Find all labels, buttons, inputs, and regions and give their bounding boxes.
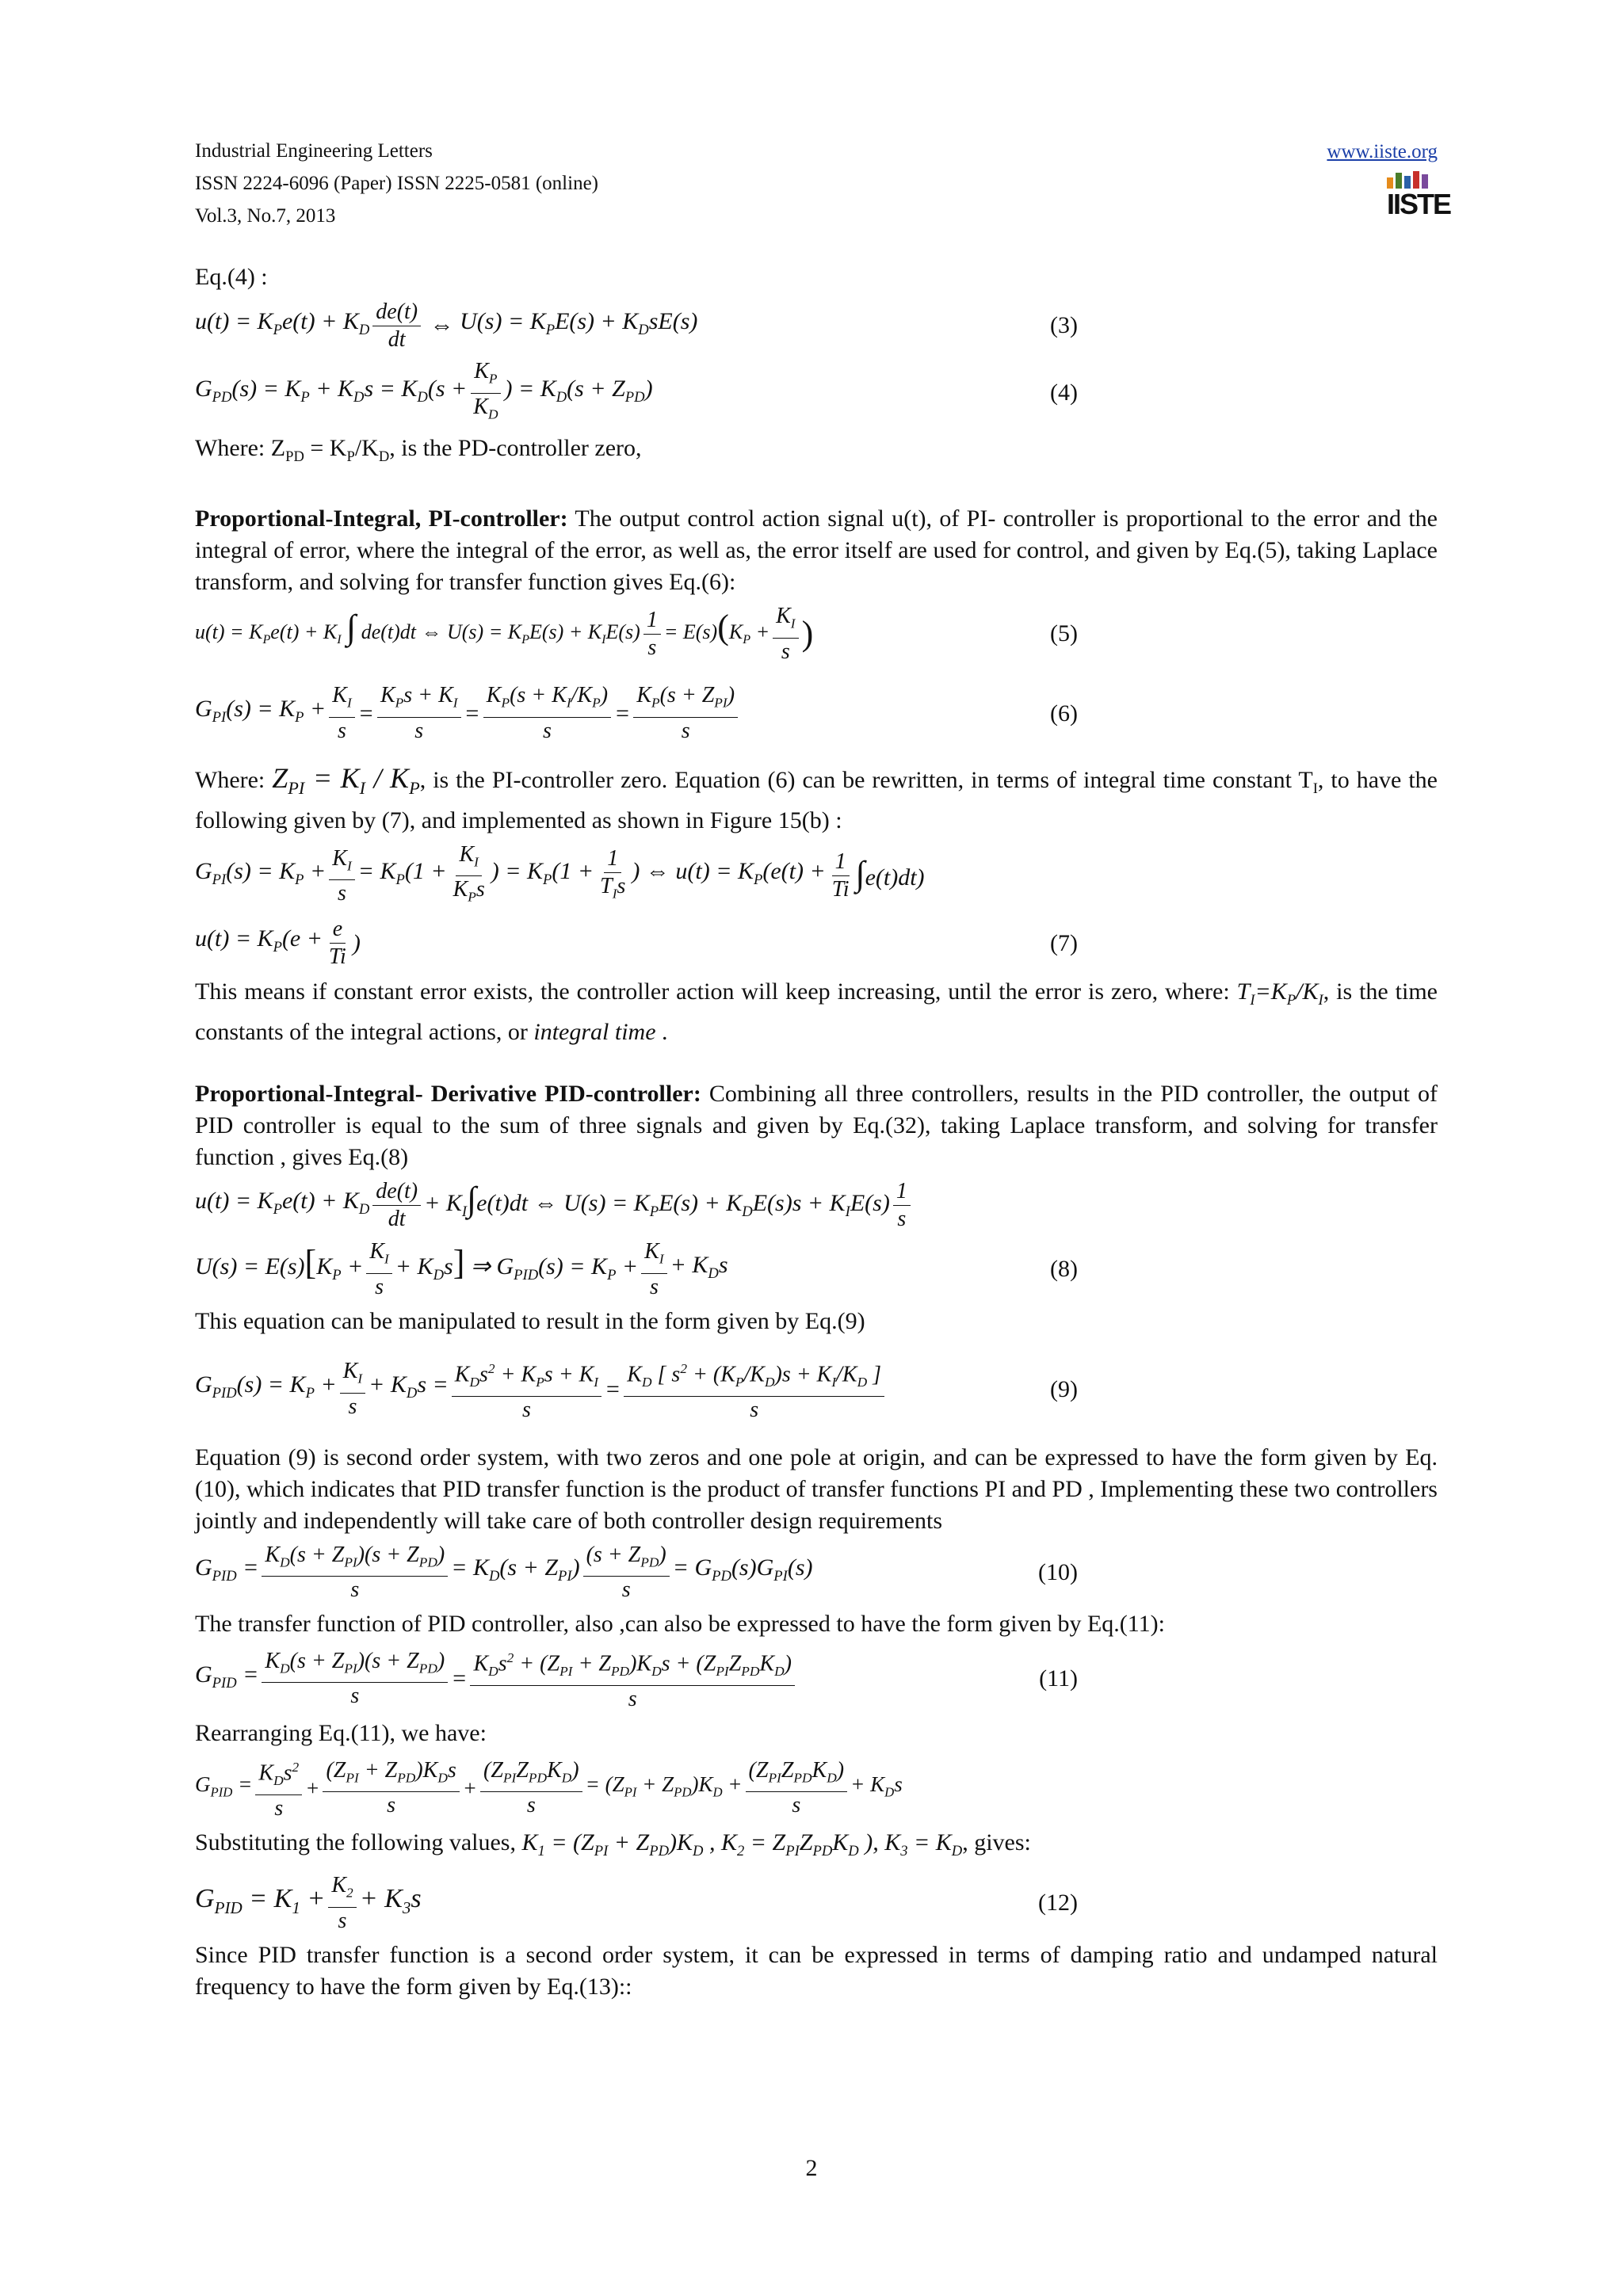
pi-section: Proportional-Integral, PI-controller: The output control action signal u(t), of PI- controller is proportional to the error and the integral of error, where the integral of the error, as well as, the error itself are used for control, and given by Eq.(5), taking Laplace transform, and solving for transfer function gives Eq.(6): — [195, 505, 1438, 596]
equation-7: $u(t) = K_P(e$ + $\frac{e}{Ti}$ ) (7) — [195, 917, 1078, 970]
eq-number-6: (6) — [1050, 700, 1078, 727]
equation-7a: $G_{PI}(s) = K_P$ + $\frac{K_I}{s}$ = $K_P(1$ + $\frac{K_I}{K_Ps}$ ) = $K_P(1$ + $\frac{1}{T_Is}$ ) ⇔ $u(t) = K_P(e(t)$ + $\frac{1}{Ti}$ ∫e(t)dt) — [195, 841, 925, 906]
issn-line: ISSN 2224-6096 (Paper) ISSN 2225-0581 (online) — [195, 173, 598, 194]
logo-bars — [1387, 171, 1438, 189]
eq-number-12: (12) — [1038, 1890, 1078, 1917]
equation-9: $G_{PID}(s) = K_P$ + $\frac{K_I}{s}$ + $K_Ds$ = $\frac{K_Ds^2 + K_Ps + K_I}{s}$ = $\frac{K_D [ s^2 + (K_P/K_D)s + K_I/K_D ]}{s}$ (9) — [195, 1342, 1438, 1437]
eq-number-5: (5) — [1050, 620, 1078, 647]
eq-number-3: (3) — [1050, 312, 1078, 338]
equation-6: $G_{PI}(s) = K_P$ + $\frac{K_I}{s}$ = $\frac{K_Ps + K_I}{s}$ = $\frac{K_P(s + K_I/K_P)}{s}$ = $\frac{K_P(s + Z_{PI})}{s}$ (6) — [195, 683, 1078, 744]
pi-zero-text: Where: $Z_{PI} = K_I / K_P$, is the PI-controller zero. Equation (6) can be rewritten, in terms of integral time constant $T_I$, to have the following given by (7), and implemented as shown in Figure 15(b) : — [195, 761, 1438, 833]
eq11-intro: The transfer function of PID controller, also ,can also be expressed to have the form given by Eq.(11): — [195, 1611, 1165, 1638]
equation-10: $G_{PID}$ = $\frac{K_D(s + Z_{PI})(s + Z_{PD})}{s}$ = $K_D(s + Z_{PI})$ $\frac{(s + Z_{PD})}{s}$ = $G_{PD}(s)G_{PI}(s)$ (10) — [195, 1542, 1078, 1603]
manipulated-text: This equation can be manipulated to result in the form given by Eq.(9) — [195, 1307, 865, 1334]
page-body — [195, 261, 1438, 2003]
since-text: Since PID transfer function is a second order system, it can be expressed in terms of damping ratio and undamped natural frequency to have the form given by Eq.(13):: — [195, 1941, 1438, 2000]
equation-8a: $u(t) = K_Pe(t) + K_D$ $\frac{de(t)}{dt}$ + $K_I\int e(t)dt$ ⇔ $U(s) = K_PE(s) + K_DE(s)s + K_IE(s)$ $\frac{1}{s}$ — [195, 1178, 1438, 1234]
logo-text: IISTE — [1387, 188, 1451, 220]
eq-number-11: (11) — [1039, 1665, 1078, 1692]
eq-number-7: (7) — [1050, 929, 1078, 956]
equation-12: $G_{PID} = K_1$ + $\frac{K_2}{s}$ + $K_3s$ (12) — [195, 1873, 1078, 1933]
rearranging-text: Rearranging Eq.(11), we have: — [195, 1720, 487, 1747]
eq4-intro: Eq.(4) : — [195, 264, 268, 290]
pid-title: Proportional-Integral- Derivative PID-controller: — [195, 1080, 701, 1107]
equation-8: $U(s) = E(s)[K_P$ + $\frac{K_I}{s}$ + $K_Ds$] ⇒ $G_{PID}(s) = K_P$ + $\frac{K_I}{s}$ + $K_Ds$ (8) — [195, 1238, 1078, 1299]
eq-number-4: (4) — [1050, 379, 1078, 406]
eq-number-8: (8) — [1050, 1256, 1078, 1283]
iiste-logo — [1387, 171, 1451, 227]
journal-name: Industrial Engineering Letters — [195, 140, 433, 162]
pi-title: Proportional-Integral, PI-controller: — [195, 505, 568, 532]
page-number: 2 — [805, 2155, 818, 2181]
equation-5: $u(t) = K_Pe(t) + K_I$ ∫ de(t)dt ⇔ $U(s) = K_PE(s) + K_IE(s)$ $\frac{1}{s}$ = $E(s)(K_P$ + $\frac{K_I}{s}$ ) (5) — [195, 604, 1078, 664]
equation-11: $G_{PID}$ = $\frac{K_D(s + Z_{PI})(s + Z_{PD})}{s}$ = $\frac{K_Ds^2 + (Z_{PI} + Z_{PD})K_Ds + (Z_{PI}Z_{PD}K_D)}{s}$ (11) — [195, 1645, 1438, 1713]
substituting-text: Substituting the following values, $K_1 = (Z_{PI} + Z_{PD})K_D$ , $K_2 = Z_{PI}Z_{PD}K_D$ ), $K_3 = K_D$, gives: — [195, 1829, 1031, 1859]
pid-section: Proportional-Integral- Derivative PID-controller: Combining all three controllers, results in the PID controller, the output of PID controller is equal to the sum of three signals and given by Eq.(32), taking Laplace transform, and solving for transfer function , gives Eq.(8) — [195, 1080, 1438, 1170]
pd-zero-text: Where: $Z_{PD} = K_P/K_D$, is the PD-controller zero, — [195, 435, 642, 466]
equation-11-rearranged: $G_{PID}$ = $\frac{K_Ds^2}{s}$ + $\frac{(Z_{PI} + Z_{PD})K_Ds}{s}$ + $\frac{(Z_{PI}Z_{PD}K_D)}{s}$ = $(Z_{PI} + Z_{PD})K_D$ + $\frac{(Z_{PI}Z_{PD}K_D)}{s}$ + $K_Ds$ — [195, 1754, 1438, 1822]
eq9-description: Equation (9) is second order system, with two zeros and one pole at origin, and can be expressed to have the form given by Eq.(10), which indicates that PID transfer function is the product of transfer functions PI and PD , Implementing these two controllers jointly and independently will take care of both controller design requirements — [195, 1444, 1438, 1534]
constant-error-text: This means if constant error exists, the controller action will keep increasing, until the error is zero, where: $T_I=K_P/K_I$, is the time constants of the integral actions, or integral time . — [195, 978, 1438, 1045]
journal-url-link[interactable]: www.iiste.org — [1327, 141, 1438, 162]
equation-3: $u(t) = K_Pe(t) + K_D$ $\frac{de(t)}{dt}$ ⇔ $U(s) = K_PE(s) + K_DsE(s)$ (3) — [195, 299, 1078, 352]
equation-4: $G_{PD}(s) = K_P + K_Ds = K_D(s$ + $\frac{K_P}{K_D}$ ) = $K_D(s + Z_{PD})$ (4) — [195, 359, 1078, 422]
eq-number-9: (9) — [1050, 1375, 1078, 1402]
eq-number-10: (10) — [1038, 1558, 1078, 1585]
volume-line: Vol.3, No.7, 2013 — [195, 205, 336, 227]
